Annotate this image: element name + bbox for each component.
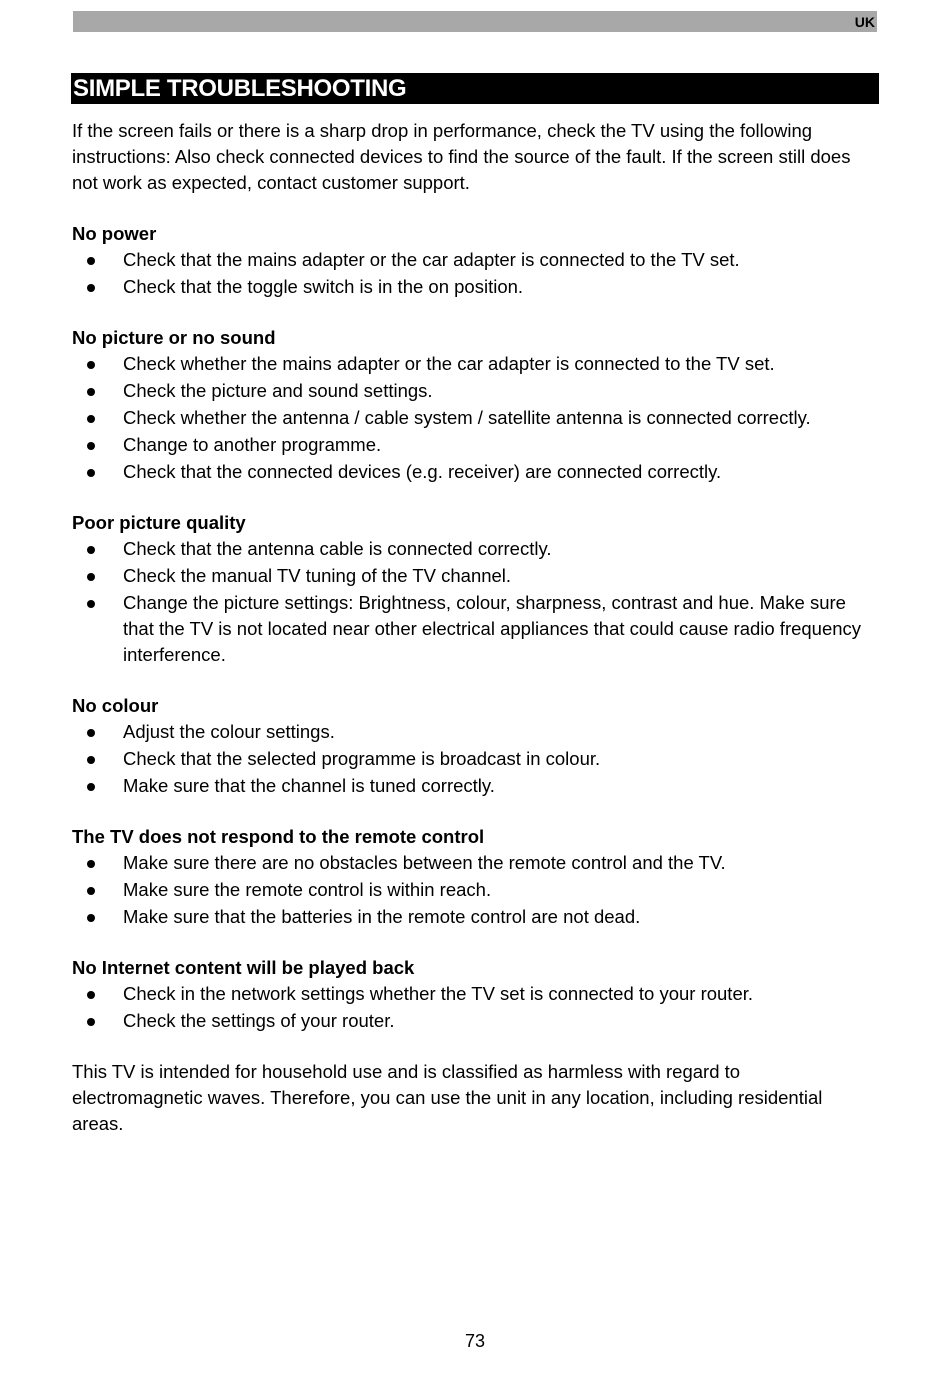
bullet-icon bbox=[87, 546, 95, 554]
bullet-icon bbox=[87, 442, 95, 450]
list-item-text: Check whether the mains adapter or the car adapter is connected to the TV set. bbox=[123, 353, 775, 374]
bullet-icon bbox=[87, 729, 95, 737]
section-heading: The TV does not respond to the remote control bbox=[72, 826, 485, 847]
list-item-text: Check in the network settings whether the TV set is connected to your router. bbox=[123, 983, 754, 1004]
troubleshooting-section bbox=[72, 221, 872, 300]
bullet-icon bbox=[87, 783, 95, 791]
bullet-icon bbox=[87, 1018, 95, 1026]
section-heading: Poor picture quality bbox=[72, 512, 246, 533]
language-label: UK bbox=[854, 14, 875, 30]
bullet-list bbox=[72, 247, 872, 300]
troubleshooting-section bbox=[72, 955, 872, 1034]
bullet-icon bbox=[87, 361, 95, 369]
list-item bbox=[72, 746, 872, 772]
bullet-list bbox=[72, 351, 872, 485]
list-item-text: Check whether the antenna / cable system / satellite antenna is connected correctly. bbox=[123, 407, 811, 428]
list-item-text: Check the settings of your router. bbox=[123, 1010, 395, 1031]
bullet-icon bbox=[87, 469, 95, 477]
bullet-icon bbox=[87, 991, 95, 999]
intro-paragraph: If the screen fails or there is a sharp drop in performance, check the TV using the following instructions: Also check connected devices to find the source of the fault. If the screen still does not work as expected, contact customer support. bbox=[72, 120, 851, 193]
list-item-text: Check that the toggle switch is in the on position. bbox=[123, 276, 524, 297]
list-item bbox=[72, 432, 872, 458]
list-item-text: Check the manual TV tuning of the TV channel. bbox=[123, 565, 512, 586]
bullet-icon bbox=[87, 415, 95, 423]
list-item-text: Change the picture settings: Brightness, colour, sharpness, contrast and hue. Make sure that the TV is not located near other electrical appliances that could cause radio frequency interference. bbox=[123, 592, 862, 665]
list-item-text: Make sure the remote control is within reach. bbox=[123, 879, 492, 900]
list-item bbox=[72, 850, 872, 876]
list-item bbox=[72, 1008, 872, 1034]
list-item bbox=[72, 773, 872, 799]
list-item bbox=[72, 981, 872, 1007]
list-item bbox=[72, 563, 872, 589]
header-bar bbox=[73, 11, 877, 32]
bullet-icon bbox=[87, 257, 95, 265]
list-item bbox=[72, 378, 872, 404]
bullet-icon bbox=[87, 388, 95, 396]
bullet-icon bbox=[87, 756, 95, 764]
bullet-list bbox=[72, 850, 872, 930]
list-item-text: Check that the selected programme is broadcast in colour. bbox=[123, 748, 601, 769]
troubleshooting-section bbox=[72, 325, 872, 485]
bullet-list bbox=[72, 536, 872, 668]
troubleshooting-section bbox=[72, 824, 872, 930]
troubleshooting-section bbox=[72, 510, 872, 668]
bullet-icon bbox=[87, 860, 95, 868]
list-item bbox=[72, 877, 872, 903]
page-title: SIMPLE TROUBLESHOOTING bbox=[71, 73, 879, 104]
list-item bbox=[72, 247, 872, 273]
list-item-text: Make sure there are no obstacles between the remote control and the TV. bbox=[123, 852, 726, 873]
list-item bbox=[72, 351, 872, 377]
bullet-icon bbox=[87, 573, 95, 581]
closing-paragraph: This TV is intended for household use and is classified as harmless with regard to electromagnetic waves. Therefore, you can use the unit in any location, including residential areas. bbox=[72, 1061, 823, 1134]
list-item-text: Check that the connected devices (e.g. receiver) are connected correctly. bbox=[123, 461, 722, 482]
document-body bbox=[72, 118, 872, 1137]
list-item-text: Change to another programme. bbox=[123, 434, 382, 455]
section-heading: No colour bbox=[72, 695, 159, 716]
list-item bbox=[72, 590, 872, 668]
list-item-text: Check that the antenna cable is connected correctly. bbox=[123, 538, 552, 559]
troubleshooting-section bbox=[72, 693, 872, 799]
list-item bbox=[72, 274, 872, 300]
troubleshooting-sections bbox=[72, 221, 872, 1034]
page-number: 73 bbox=[464, 1331, 486, 1351]
section-heading: No power bbox=[72, 223, 157, 244]
section-heading: No picture or no sound bbox=[72, 327, 276, 348]
bullet-icon bbox=[87, 600, 95, 608]
list-item bbox=[72, 536, 872, 562]
list-item bbox=[72, 405, 872, 431]
list-item bbox=[72, 459, 872, 485]
bullet-list bbox=[72, 719, 872, 799]
list-item-text: Adjust the colour settings. bbox=[123, 721, 335, 742]
list-item-text: Check the picture and sound settings. bbox=[123, 380, 433, 401]
list-item bbox=[72, 904, 872, 930]
section-heading: No Internet content will be played back bbox=[72, 957, 415, 978]
list-item bbox=[72, 719, 872, 745]
list-item-text: Check that the mains adapter or the car adapter is connected to the TV set. bbox=[123, 249, 740, 270]
bullet-list bbox=[72, 981, 872, 1034]
bullet-icon bbox=[87, 284, 95, 292]
list-item-text: Make sure that the batteries in the remote control are not dead. bbox=[123, 906, 641, 927]
bullet-icon bbox=[87, 914, 95, 922]
bullet-icon bbox=[87, 887, 95, 895]
list-item-text: Make sure that the channel is tuned correctly. bbox=[123, 775, 495, 796]
